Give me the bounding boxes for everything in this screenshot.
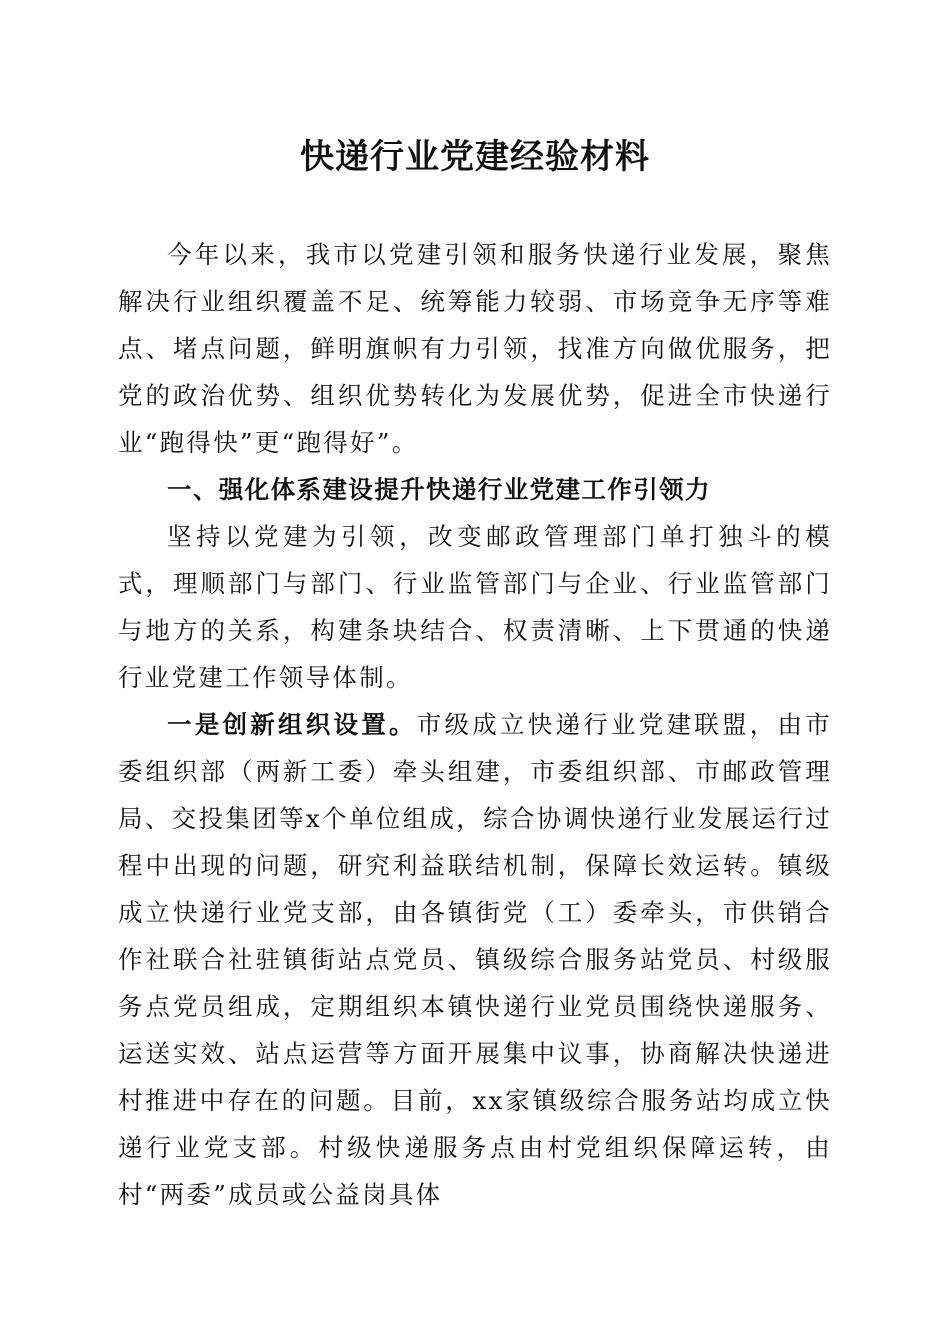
document-title: 快递行业党建经验材料 [300, 137, 650, 177]
section-1-paragraph: 坚持以党建为引领，改变邮政管理部门单打独斗的模式，理顺部门与部门、行业监管部门与企业、行业监管部门与地方的关系，构建条块结合、权责清晰、上下贯通的快递行业党建工作领导体制。 [118, 522, 832, 692]
paragraph-lead-phrase: 一是创新组织设置。 [167, 710, 417, 739]
section-heading-1: 一、强化体系建设提升快递行业党建工作引领力 [167, 475, 711, 504]
intro-paragraph: 今年以来，我市以党建引领和服务快递行业发展，聚焦解决行业组织覆盖不足、统筹能力较弱、市场竞争无序等难点、堵点问题，鲜明旗帜有力引领，找准方向做优服务，把党的政治优势、组织优势转化为发展优势，促进全市快递行业“跑得快”更“跑得好”。 [118, 240, 832, 457]
organization-setup-paragraph [118, 701, 832, 1218]
paragraph-body-text: 市级成立快递行业党建联盟，由市委组织部（两新工委）牵头组建，市委组织部、市邮政管理局、交投集团等x个单位组成，综合协调快递行业发展运行过程中出现的问题，研究利益联结机制，保障长效运转。镇级成立快递行业党支部，由各镇街党（工）委牵头，市供销合作社联合社驻镇街站点党员、镇级综合服务站党员、村级服务点党员组成，定期组织本镇快递行业党员围绕快递服务、运送实效、站点运营等方面开展集中议事，协商解决快递进村推进中存在的问题。目前，xx家镇级综合服务站均成立快递行业党支部。村级快递服务点由村党组织保障运转，由村“两委”成员或公益岗具体 [118, 710, 833, 1209]
document-body [118, 231, 832, 1218]
